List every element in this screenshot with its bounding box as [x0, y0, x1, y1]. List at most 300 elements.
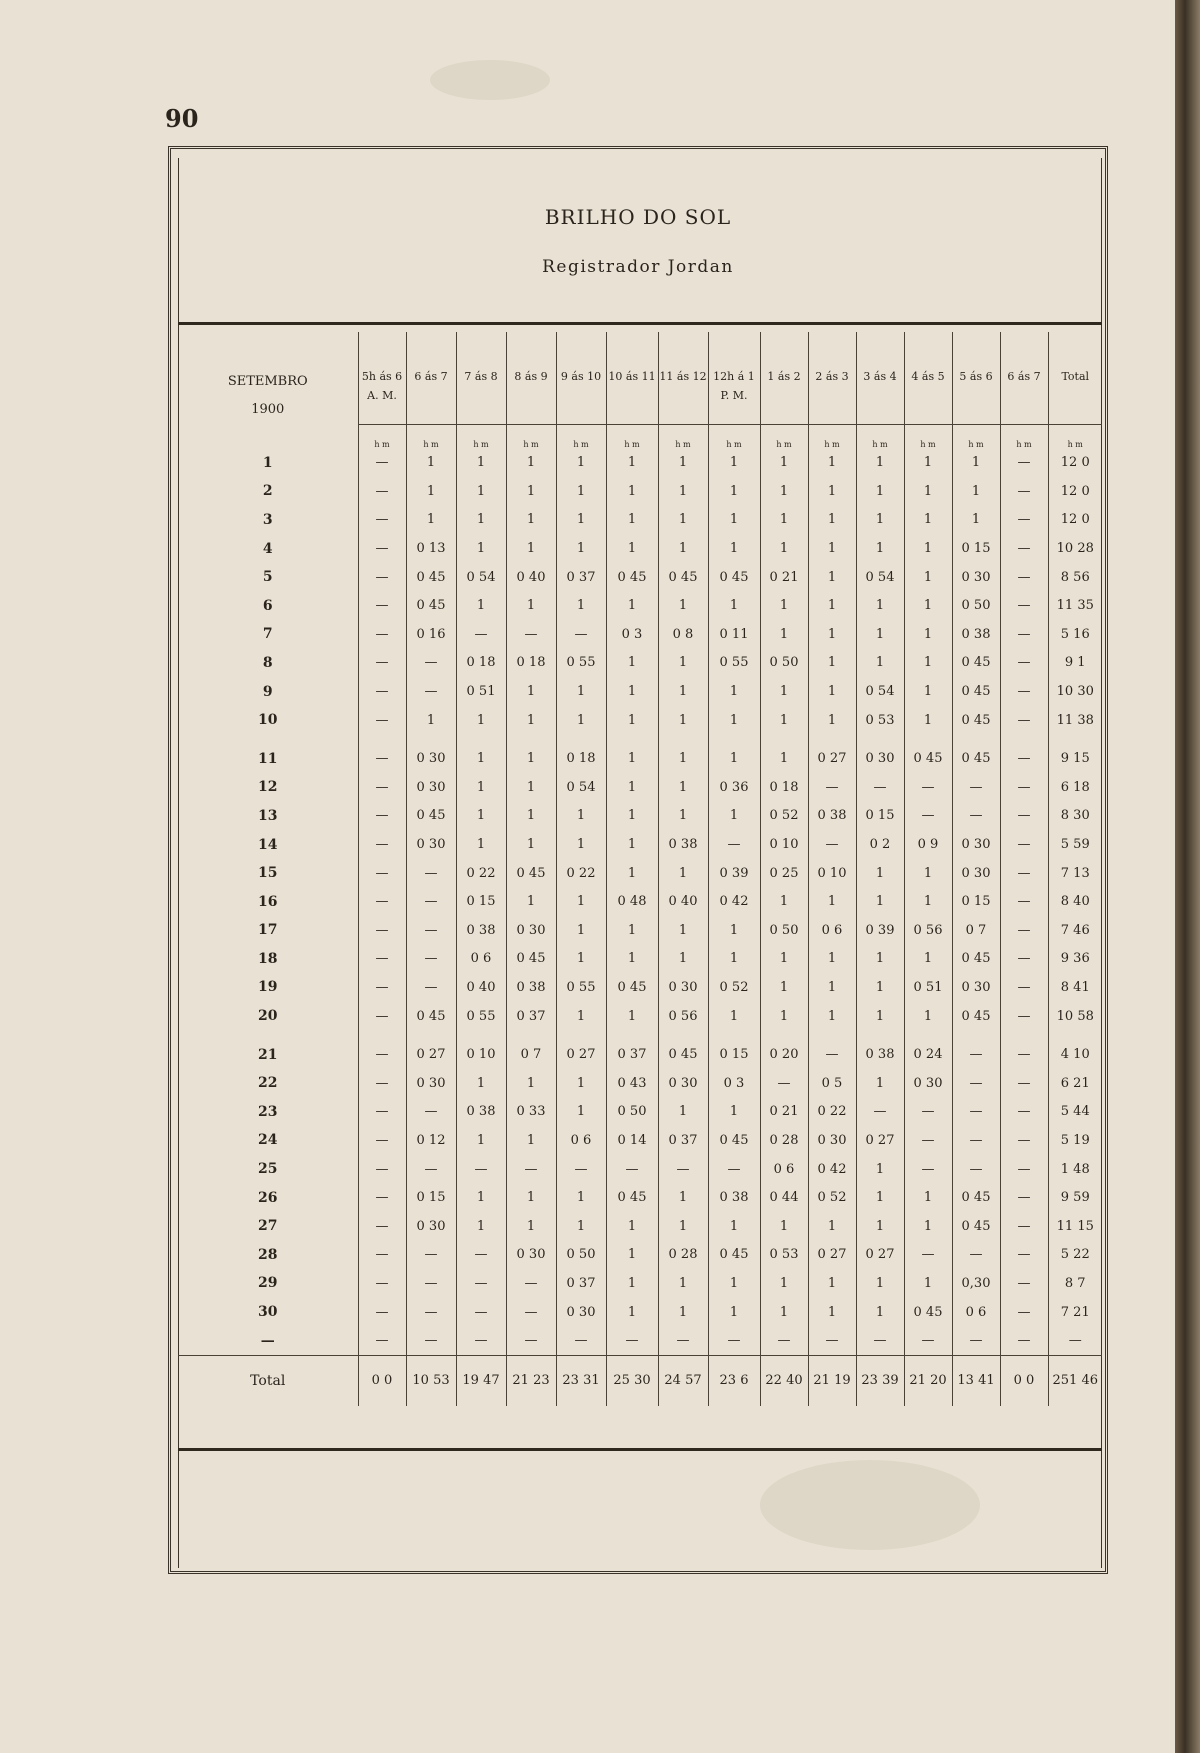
- row-total-cell: 10 58: [1048, 1002, 1102, 1031]
- table-cell: 0 56: [658, 1002, 708, 1031]
- table-cell: 1: [658, 591, 708, 620]
- table-cell: 1: [808, 477, 856, 506]
- table-cell: 0 37: [606, 1040, 658, 1069]
- table-cell: 1: [658, 506, 708, 535]
- table-cell: 0 45: [952, 649, 1000, 678]
- table-cell: 1: [606, 649, 658, 678]
- table-cell: 0 38: [506, 973, 556, 1002]
- table-cell: —: [358, 744, 406, 773]
- table-cell: —: [1000, 744, 1048, 773]
- column-header-label: 5h ás 6: [361, 370, 403, 383]
- table-cell: —: [358, 945, 406, 974]
- row-total-cell: 9 1: [1048, 649, 1102, 678]
- table-cell: 1: [708, 1098, 760, 1127]
- column-header-label: Total: [1061, 370, 1090, 383]
- table-cell: —: [358, 506, 406, 535]
- table-cell: 1: [760, 620, 808, 649]
- table-cell: —: [456, 1298, 506, 1327]
- table-cell: 0 6: [760, 1155, 808, 1184]
- row-total-cell: 5 16: [1048, 620, 1102, 649]
- table-cell: 0 37: [556, 563, 606, 592]
- table-cell: 0 38: [456, 1098, 506, 1127]
- column-total-cell: 13 41: [952, 1355, 1000, 1406]
- unit-label: h m: [556, 424, 606, 449]
- table-cell: 1: [808, 677, 856, 706]
- table-cell: 1: [606, 916, 658, 945]
- table-cell: 1: [556, 802, 606, 831]
- table-cell: —: [506, 1298, 556, 1327]
- table-cell: 0 30: [952, 973, 1000, 1002]
- table-row: [178, 706, 1102, 735]
- table-cell: —: [1000, 802, 1048, 831]
- table-cell: 1: [904, 1269, 952, 1298]
- table-cell: 1: [456, 591, 506, 620]
- table-cell: 0 30: [406, 744, 456, 773]
- row-total-cell: 8 56: [1048, 563, 1102, 592]
- table-cell: 1: [556, 1002, 606, 1031]
- day-label: 8: [262, 654, 273, 671]
- row-total-cell: 12 0: [1048, 477, 1102, 506]
- table-cell: 0 10: [456, 1040, 506, 1069]
- table-cell: 1: [904, 649, 952, 678]
- column-header: [856, 332, 904, 424]
- table-cell: —: [1000, 506, 1048, 535]
- table-cell: —: [358, 1069, 406, 1098]
- day-label: 25: [258, 1161, 278, 1178]
- column-header: [606, 332, 658, 424]
- table-cell: 1: [856, 1298, 904, 1327]
- table-cell: —: [406, 1155, 456, 1184]
- table-cell: —: [1000, 1212, 1048, 1241]
- unit-label: h m: [952, 424, 1000, 449]
- gap-cell: [904, 734, 952, 744]
- table-cell: 0 50: [760, 649, 808, 678]
- table-cell: —: [808, 1326, 856, 1355]
- table-cell: 1: [606, 830, 658, 859]
- gap-cell: [658, 734, 708, 744]
- table-cell: —: [1000, 916, 1048, 945]
- table-cell: 0 36: [708, 773, 760, 802]
- gap-cell: [708, 734, 760, 744]
- table-cell: 1: [506, 534, 556, 563]
- table-cell: 1: [808, 706, 856, 735]
- column-header: [456, 332, 506, 424]
- table-cell: 1: [856, 1002, 904, 1031]
- table-cell: 0 53: [760, 1241, 808, 1270]
- table-cell: 1: [506, 773, 556, 802]
- row-total-cell: 9 36: [1048, 945, 1102, 974]
- table-cell: 1: [952, 506, 1000, 535]
- gap-cell: [658, 1030, 708, 1040]
- table-row: [178, 887, 1102, 916]
- table-cell: 0 37: [506, 1002, 556, 1031]
- row-total-cell: 11 35: [1048, 591, 1102, 620]
- table-cell: 0 55: [556, 973, 606, 1002]
- day-label: 3: [262, 511, 273, 528]
- column-header-label: 5 ás 6: [959, 370, 993, 383]
- table-cell: —: [358, 887, 406, 916]
- day-label: 13: [258, 807, 278, 824]
- table-row: [178, 591, 1102, 620]
- table-cell: 1: [760, 477, 808, 506]
- table-cell: 1: [904, 859, 952, 888]
- table-cell: 1: [760, 706, 808, 735]
- table-cell: 0 28: [658, 1241, 708, 1270]
- table-cell: 0 28: [760, 1126, 808, 1155]
- table-cell: 1: [506, 802, 556, 831]
- table-cell: 0 30: [658, 973, 708, 1002]
- table-cell: 1: [856, 1269, 904, 1298]
- gap-cell: [952, 734, 1000, 744]
- table-cell: 1: [760, 1212, 808, 1241]
- table-cell: 0 54: [556, 773, 606, 802]
- table-cell: 1: [658, 1098, 708, 1127]
- table-cell: 1: [904, 706, 952, 735]
- gap-cell: [358, 734, 406, 744]
- table-cell: 1: [708, 677, 760, 706]
- table-cell: —: [506, 1269, 556, 1298]
- table-cell: 1: [760, 1269, 808, 1298]
- column-header: [904, 332, 952, 424]
- table-cell: 1: [658, 859, 708, 888]
- table-cell: 0 21: [760, 1098, 808, 1127]
- table-cell: 0 45: [606, 563, 658, 592]
- table-cell: 0 48: [606, 887, 658, 916]
- table-cell: —: [406, 1269, 456, 1298]
- table-cell: —: [658, 1155, 708, 1184]
- table-cell: 1: [856, 477, 904, 506]
- gap-cell: [506, 1030, 556, 1040]
- table-row: [178, 449, 1102, 478]
- table-cell: 1: [808, 1298, 856, 1327]
- table-row: [178, 563, 1102, 592]
- day-label: 14: [258, 836, 278, 853]
- unit-label: h m: [708, 424, 760, 449]
- table-cell: —: [1000, 773, 1048, 802]
- table-cell: —: [952, 1155, 1000, 1184]
- table-cell: 1: [808, 1212, 856, 1241]
- table-cell: —: [1000, 1069, 1048, 1098]
- column-header-label: 12h á 1: [713, 370, 755, 383]
- table-cell: 1: [556, 449, 606, 478]
- table-cell: —: [1000, 706, 1048, 735]
- table-cell: —: [406, 859, 456, 888]
- column-header: [808, 332, 856, 424]
- table-cell: —: [808, 1040, 856, 1069]
- unit-label: h m: [1048, 424, 1102, 449]
- table-cell: 1: [506, 506, 556, 535]
- table-cell: 0 9: [904, 830, 952, 859]
- table-cell: —: [358, 1269, 406, 1298]
- table-cell: —: [952, 1098, 1000, 1127]
- table-row: [178, 506, 1102, 535]
- table-cell: 0 45: [708, 1126, 760, 1155]
- table-row: [178, 1212, 1102, 1241]
- table-cell: 1: [856, 1212, 904, 1241]
- table-cell: 1: [658, 449, 708, 478]
- table-row: [178, 620, 1102, 649]
- table-cell: 1: [708, 449, 760, 478]
- column-header-label: 6 ás 7: [1007, 370, 1041, 383]
- table-cell: —: [456, 1269, 506, 1298]
- table-cell: 1: [808, 887, 856, 916]
- sunshine-table: [178, 332, 1102, 1406]
- table-row: [178, 773, 1102, 802]
- table-row: [178, 830, 1102, 859]
- gap-cell: [1000, 1030, 1048, 1040]
- table-cell: 0 22: [556, 859, 606, 888]
- table-cell: —: [556, 1326, 606, 1355]
- table-cell: 0 52: [760, 802, 808, 831]
- column-total-cell: 10 53: [406, 1355, 456, 1406]
- table-cell: 0 50: [760, 916, 808, 945]
- table-cell: 0 6: [556, 1126, 606, 1155]
- table-row: [178, 649, 1102, 678]
- table-cell: 0 45: [506, 859, 556, 888]
- table-row: [178, 1183, 1102, 1212]
- table-cell: 0 15: [708, 1040, 760, 1069]
- column-header: [1048, 332, 1102, 424]
- table-cell: 0 45: [658, 1040, 708, 1069]
- table-row: [178, 1002, 1102, 1031]
- table-cell: 1: [556, 591, 606, 620]
- table-cell: 1: [658, 1269, 708, 1298]
- table-row: [178, 1126, 1102, 1155]
- table-cell: 0 15: [456, 887, 506, 916]
- gap-cell: [556, 1030, 606, 1040]
- table-cell: 0 27: [856, 1241, 904, 1270]
- table-cell: 1: [658, 945, 708, 974]
- table-cell: 1: [456, 830, 506, 859]
- row-total-cell: 5 22: [1048, 1241, 1102, 1270]
- table-cell: —: [358, 677, 406, 706]
- table-cell: 1: [556, 945, 606, 974]
- table-cell: —: [708, 1326, 760, 1355]
- table-cell: 0 18: [506, 649, 556, 678]
- table-row: [178, 534, 1102, 563]
- table-cell: 0 45: [952, 677, 1000, 706]
- table-cell: 1: [904, 477, 952, 506]
- table-cell: 1: [556, 506, 606, 535]
- unit-label: h m: [606, 424, 658, 449]
- table-cell: 0 7: [952, 916, 1000, 945]
- table-cell: —: [406, 677, 456, 706]
- table-cell: 0 45: [708, 1241, 760, 1270]
- table-cell: 1: [606, 706, 658, 735]
- table-cell: 0 5: [808, 1069, 856, 1098]
- row-gap: [178, 1030, 1102, 1040]
- column-total-cell: 0 0: [358, 1355, 406, 1406]
- table-cell: 0 27: [856, 1126, 904, 1155]
- row-total-cell: 8 30: [1048, 802, 1102, 831]
- table-cell: 1: [708, 1002, 760, 1031]
- table-cell: 0 42: [808, 1155, 856, 1184]
- table-cell: 1: [556, 916, 606, 945]
- row-total-cell: 7 21: [1048, 1298, 1102, 1327]
- day-label: 17: [258, 922, 278, 939]
- table-cell: 0 55: [456, 1002, 506, 1031]
- table-row: [178, 1040, 1102, 1069]
- column-header: [1000, 332, 1048, 424]
- table-cell: 1: [606, 534, 658, 563]
- table-cell: —: [358, 563, 406, 592]
- unit-label: h m: [506, 424, 556, 449]
- table-cell: —: [358, 477, 406, 506]
- table-cell: 1: [904, 620, 952, 649]
- table-cell: 1: [760, 887, 808, 916]
- table-cell: —: [1000, 591, 1048, 620]
- table-cell: —: [406, 887, 456, 916]
- table-cell: 1: [456, 1212, 506, 1241]
- table-cell: —: [904, 1241, 952, 1270]
- column-total-cell: 0 0: [1000, 1355, 1048, 1406]
- table-cell: 0 3: [708, 1069, 760, 1098]
- table-cell: 1: [456, 449, 506, 478]
- table-cell: 1: [760, 506, 808, 535]
- table-cell: 0 30: [406, 830, 456, 859]
- row-gap: [178, 734, 1102, 744]
- unit-label: h m: [456, 424, 506, 449]
- table-cell: 1: [456, 1183, 506, 1212]
- table-cell: 1: [904, 677, 952, 706]
- table-cell: —: [1000, 1098, 1048, 1127]
- table-cell: —: [358, 1098, 406, 1127]
- table-cell: 1: [760, 534, 808, 563]
- row-total-cell: 5 19: [1048, 1126, 1102, 1155]
- day-label: 27: [258, 1218, 278, 1235]
- table-cell: 1: [808, 945, 856, 974]
- row-total-cell: 10 28: [1048, 534, 1102, 563]
- table-cell: —: [358, 859, 406, 888]
- column-header-label: 4 ás 5: [911, 370, 945, 383]
- table-cell: 0 38: [856, 1040, 904, 1069]
- table-cell: 0 38: [708, 1183, 760, 1212]
- column-header-label: 1 ás 2: [767, 370, 801, 383]
- day-label: 11: [258, 750, 278, 767]
- table-cell: 1: [658, 534, 708, 563]
- table-cell: 1: [556, 830, 606, 859]
- table-cell: 0 45: [506, 945, 556, 974]
- footer-rule: [178, 1448, 1102, 1451]
- table-cell: 1: [808, 534, 856, 563]
- table-cell: 0 8: [658, 620, 708, 649]
- table-cell: 0 45: [406, 563, 456, 592]
- day-label: 12: [258, 779, 278, 796]
- table-cell: —: [1000, 1269, 1048, 1298]
- header-row: [178, 332, 1102, 424]
- table-cell: 0 15: [856, 802, 904, 831]
- column-total-cell: 24 57: [658, 1355, 708, 1406]
- table-cell: 1: [606, 802, 658, 831]
- row-total-cell: 7 13: [1048, 859, 1102, 888]
- table-cell: 0 37: [556, 1269, 606, 1298]
- table-cell: 0 27: [406, 1040, 456, 1069]
- table-cell: 1: [406, 506, 456, 535]
- unit-label: h m: [760, 424, 808, 449]
- table-cell: —: [358, 649, 406, 678]
- table-cell: 1: [658, 477, 708, 506]
- table-cell: 0 45: [708, 563, 760, 592]
- table-cell: 0 38: [658, 830, 708, 859]
- table-cell: 1: [708, 477, 760, 506]
- year-label: 1900: [251, 402, 285, 417]
- table-cell: —: [406, 1298, 456, 1327]
- column-total-cell: 21 20: [904, 1355, 952, 1406]
- table-cell: 0 27: [808, 744, 856, 773]
- table-cell: 1: [506, 1212, 556, 1241]
- table-cell: 1: [506, 887, 556, 916]
- table-cell: —: [1000, 1155, 1048, 1184]
- table-cell: —: [358, 1241, 406, 1270]
- table-cell: 1: [606, 1002, 658, 1031]
- day-label: 1: [262, 454, 273, 471]
- table-row: [178, 859, 1102, 888]
- table-cell: —: [1000, 563, 1048, 592]
- column-header-label: 8 ás 9: [514, 370, 548, 383]
- table-cell: 0 51: [904, 973, 952, 1002]
- gap-cell: [406, 1030, 456, 1040]
- table-cell: 0 30: [406, 1069, 456, 1098]
- table-cell: —: [1000, 1040, 1048, 1069]
- table-cell: —: [456, 1155, 506, 1184]
- table-cell: —: [1000, 620, 1048, 649]
- table-cell: —: [406, 945, 456, 974]
- table-cell: 0 50: [952, 591, 1000, 620]
- table-cell: —: [1000, 1002, 1048, 1031]
- table-cell: 1: [856, 506, 904, 535]
- table-cell: 0 12: [406, 1126, 456, 1155]
- table-cell: 0 14: [606, 1126, 658, 1155]
- table-cell: 0 39: [856, 916, 904, 945]
- table-cell: —: [506, 1155, 556, 1184]
- column-header: [708, 332, 760, 424]
- day-label: 10: [258, 712, 278, 729]
- column-header-label: 10 ás 11: [608, 370, 656, 383]
- row-total-cell: 9 59: [1048, 1183, 1102, 1212]
- table-cell: —: [358, 1298, 406, 1327]
- table-cell: —: [456, 620, 506, 649]
- table-row: [178, 744, 1102, 773]
- row-total-cell: 4 10: [1048, 1040, 1102, 1069]
- row-total-cell: 10 30: [1048, 677, 1102, 706]
- table-cell: 1: [606, 744, 658, 773]
- table-cell: 1: [808, 973, 856, 1002]
- table-cell: 1: [456, 506, 506, 535]
- table-cell: 1: [556, 534, 606, 563]
- table-cell: 1: [658, 677, 708, 706]
- table-cell: 1: [856, 887, 904, 916]
- gap-cell: [606, 1030, 658, 1040]
- day-label: 19: [258, 979, 278, 996]
- column-header-label: 6 ás 7: [414, 370, 448, 383]
- table-cell: 1: [760, 591, 808, 620]
- table-cell: 1: [708, 1269, 760, 1298]
- table-cell: 0 50: [606, 1098, 658, 1127]
- table-cell: —: [952, 1069, 1000, 1098]
- gap-cell: [1000, 734, 1048, 744]
- gap-cell: [506, 734, 556, 744]
- row-total-cell: 11 15: [1048, 1212, 1102, 1241]
- table-cell: 1: [406, 449, 456, 478]
- table-cell: —: [406, 1241, 456, 1270]
- table-row: [178, 477, 1102, 506]
- table-cell: 1: [808, 563, 856, 592]
- table-cell: 1: [760, 677, 808, 706]
- table-cell: 0 45: [606, 1183, 658, 1212]
- table-cell: 1: [606, 449, 658, 478]
- table-cell: —: [904, 773, 952, 802]
- day-label: 7: [262, 626, 273, 643]
